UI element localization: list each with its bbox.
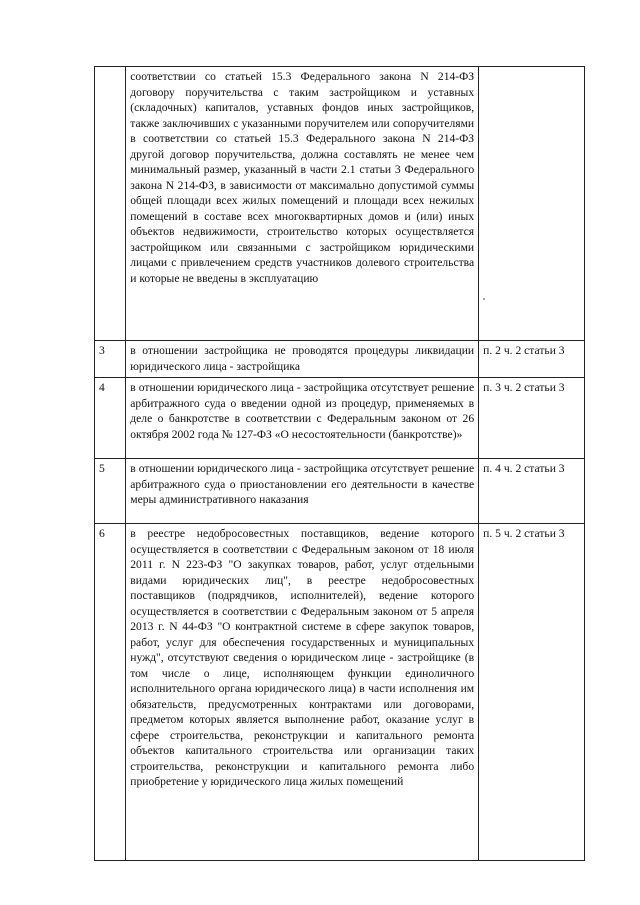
requirement-text: соответствии со статьей 15.3 Федерального закона N 214-ФЗ договору поручительства с таким застройщиком и уставных (складочных) капиталов, уставных фондов иных застройщиков, также заключивших с указанными поручителем или сопоручителями в соответствии со статьей 15.3 Федерального закона N 214-ФЗ другой договор поручительства, должна составлять не менее чем минимальный размер, указанный в части 2.1 статьи 3 Федерального закона N 214-ФЗ, в зависимости от максимально допустимой суммы общей площади всех жилых помещений и площади всех нежилых помещений в составе всех многоквартирных домов и (или) иных объектов недвижимости, строительство которых осуществляется застройщиком или связанными с застройщиком юридическими лицами с привлечением средств участников долевого строительства и которые не введены в эксплуатацию [126, 67, 479, 341]
requirement-text: в отношении застройщика не проводятся процедуры ликвидации юридического лица - застройщика [126, 341, 479, 378]
legal-reference [479, 67, 585, 341]
scan-speck [483, 298, 485, 300]
row-number: 5 [95, 459, 126, 524]
row-number [95, 67, 126, 341]
table-row [95, 378, 585, 459]
table-row [95, 459, 585, 524]
legal-reference: п. 3 ч. 2 статьи 3 [479, 378, 585, 459]
requirement-text: в отношении юридического лица - застройщика отсутствует решение арбитражного суда о приостановлении его деятельности в качестве меры административного наказания [126, 459, 479, 524]
requirements-table [94, 66, 585, 861]
legal-reference: п. 5 ч. 2 статьи 3 [479, 524, 585, 861]
table-row [95, 67, 585, 341]
row-number: 3 [95, 341, 126, 378]
row-number: 6 [95, 524, 126, 861]
legal-reference: п. 4 ч. 2 статьи 3 [479, 459, 585, 524]
table-row [95, 524, 585, 861]
legal-reference: п. 2 ч. 2 статьи 3 [479, 341, 585, 378]
requirement-text: в отношении юридического лица - застройщика отсутствует решение арбитражного суда о введении одной из процедур, применяемых в деле о банкротстве в соответствии с Федеральным законом от 26 октября 2002 года № 127-ФЗ «О несостоятельности (банкротстве)» [126, 378, 479, 459]
requirement-text: в реестре недобросовестных поставщиков, ведение которого осуществляется в соответствии с Федеральным законом от 18 июля 2011 г. N 223-ФЗ "О закупках товаров, работ, услуг отдельными видами юридических лиц", в реестре недобросовестных поставщиков (подрядчиков, исполнителей), ведение которого осуществляется в соответствии с Федеральным законом от 5 апреля 2013 г. N 44-ФЗ "О контрактной системе в сфере закупок товаров, работ, услуг для обеспечения государственных и муниципальных нужд", отсутствуют сведения о юридическом лице - застройщике (в том числе о лице, исполняющем функции единоличного исполнительного органа юридического лица) в части исполнения им обязательств, предусмотренных контрактами или договорами, предметом которых является выполнение работ, оказание услуг в сфере строительства, реконструкции и капитального ремонта объектов капитального строительства или организации таких строительства, реконструкции и капитального ремонта либо приобретение у юридического лица жилых помещений [126, 524, 479, 861]
row-number: 4 [95, 378, 126, 459]
table-row [95, 341, 585, 378]
